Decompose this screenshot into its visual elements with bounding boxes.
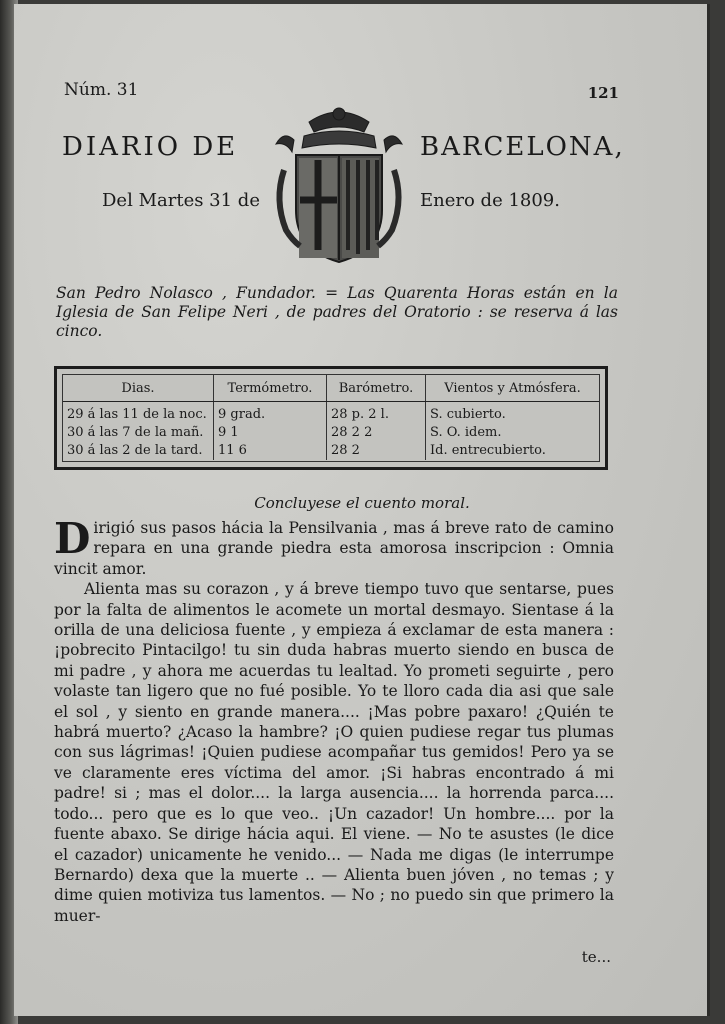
barcelona-coat-of-arms-emblem <box>264 100 414 270</box>
table-cell: 28 2 2 <box>327 424 426 442</box>
table-cell: S. cubierto. <box>430 407 506 422</box>
article-paragraph: Alienta mas su corazon , y á breve tiempo tuvo que sentarse, pues por la falta de alimentos le acomete un mortal desmayo. Sientase á la orilla de una deliciosa fuente , y empieza á exclamar de esta manera : ¡pobrecito Pintacilgo! tu sin duda habras muerto siendo en busca de mi padre , y ahora me acuerdas tu lealtad. Yo prometi seguirte , pero volaste tan ligero que no fué posible. Yo te lloro cada dia asi que sale el sol , y siento en grande manera.... ¡Mas pobre paxaro! ¿Quién te habrá muerto? ¿Acaso la hambre? ¡O quien pudiese regar tus plumas con sus lágrimas! ¡Quien pudiese acompañar tus gemidos! Pero ya se ve claramente eres víctima del amor. ¡Si habras encontrado á mi padre! si ; mas el dolor.... la larga ausencia.... la horrenda parca.... todo... pero que es lo que veo.. ¡Un cazador! Un hombre.... por la fuente abaxo. Se dirige hácia aqui. El viene. — No te asustes (le dice el cazador) unicamente he venido... — Nada me digas (le interrumpe Bernardo) dexa que la muerte .. — Alienta buen jóven , no temas ; y dime quien motiviza tus lamentos. — No ; no puedo sin que primero la muer- <box>54 580 614 925</box>
table-cell: 28 2 <box>327 442 426 460</box>
weather-table-header-row <box>63 375 599 402</box>
drop-cap: D <box>54 514 91 563</box>
article-paragraph <box>54 514 614 579</box>
catchword: te... <box>581 948 611 966</box>
table-cell: Id. entrecubierto. <box>430 443 546 458</box>
column-header-barometer: Barómetro. <box>327 375 426 402</box>
newspaper-page <box>14 4 710 1016</box>
table-cell: 9 1 <box>214 424 327 442</box>
table-row <box>63 424 599 442</box>
table-cell: 28 p. 2 l. <box>327 402 426 425</box>
weather-table-frame <box>54 366 608 470</box>
saints-notice: San Pedro Nolasco , Fundador. = Las Quarenta Horas están en la Iglesia de San Felipe Neri , de padres del Oratorio : se reserva á las cinco. <box>56 284 618 340</box>
issue-date-left: Del Martes 31 de <box>102 190 260 211</box>
weather-table <box>63 375 599 460</box>
article-heading: Concluyese el cuento moral. <box>254 494 470 512</box>
column-header-thermometer: Termómetro. <box>214 375 327 402</box>
table-row <box>63 402 599 425</box>
masthead-title-right: BARCELONA, <box>420 132 625 162</box>
table-cell: 11 6 <box>214 442 327 460</box>
table-cell: 9 grad. <box>214 402 327 425</box>
article-body <box>54 514 614 926</box>
issue-number: Núm. 31 <box>64 80 139 100</box>
masthead-title-left: DIARIO DE <box>62 132 239 162</box>
table-row <box>63 442 599 460</box>
paragraph-text: irigió sus pasos hácia la Pensilvania , mas á breve rato de camino repara en una grande piedra esta amorosa inscripcion : Omnia vincit amor. <box>54 519 614 578</box>
column-header-days: Dias. <box>63 375 214 402</box>
table-cell: 30 á las 7 de la mañ. <box>63 424 214 442</box>
page-number: 121 <box>587 84 619 102</box>
table-cell: S. O. idem. <box>430 425 502 440</box>
issue-date-right: Enero de 1809. <box>420 190 560 211</box>
column-header-winds: Vientos y Atmósfera. <box>426 375 600 402</box>
table-cell: 30 á las 2 de la tard. <box>63 442 214 460</box>
table-cell: 29 á las 11 de la noc. <box>63 402 214 425</box>
